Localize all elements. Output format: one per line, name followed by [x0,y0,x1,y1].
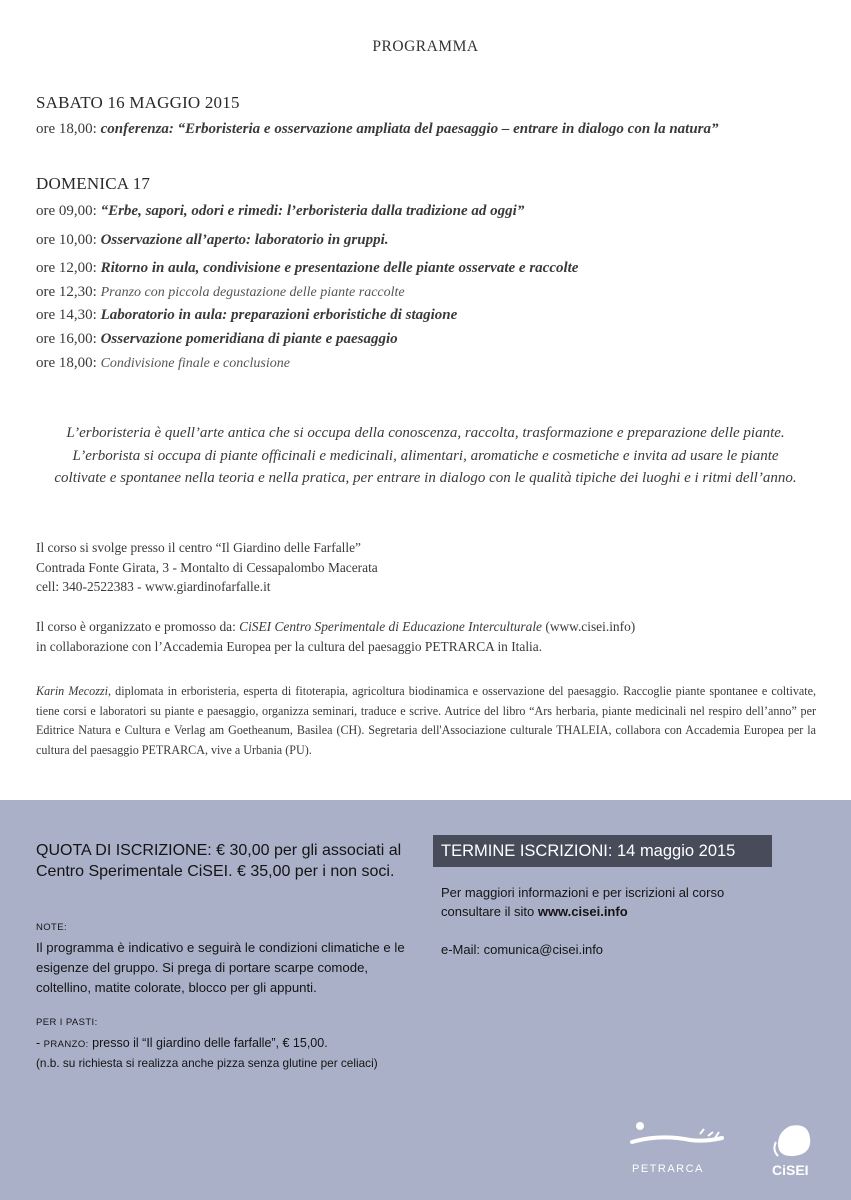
petrarca-logo-marks [700,1129,719,1138]
more-info [441,883,724,921]
schedule-item [36,121,719,138]
schedule-text: Laboratorio in aula: preparazioni erboristiche di stagione [100,307,458,323]
schedule-text: Pranzo con piccola degustazione delle piante raccolte [100,285,405,300]
schedule-time: ore 12,30: [36,284,97,300]
bio-text: , diplomata in erboristeria, esperta di fitoterapia, agricoltura biodinamica e osservazione del paesaggio. Raccoglie piante spontanee e coltivate, tiene corsi e laboratori su piante e paesaggio, organizza seminari, traduce e scrive. Autrice del libro “Ars herbaria, piante medicinali nel respiro dell’anno” per Editrice Natura e Cultura e Verlag am Goetheanum, Basilea (CH). Segretaria dell'Associazione culturale THALEIA, collabora con Accademia Europea per la cultura del paesaggio PETRARCA, vive a Urbania (PU). [36,684,816,757]
meals-text: presso il “Il giardino delle farfalle”, € 15,00. [88,1036,328,1050]
schedule-item [36,284,405,301]
more-info-prefix: consultare il sito [441,904,538,919]
description-line: L’erborista si occupa di piante officinali e medicinali, alimentari, aromatiche e cosmetiche e invita ad usare le piante [72,447,779,464]
note-text: Il programma è indicativo e seguirà le condizioni climatiche e le esigenze del gruppo. Si prega di portare scarpe comode, coltellino, matite colorate, blocco per gli appunti. [36,940,405,995]
cisei-logo-shape [778,1125,810,1156]
author-name: Karin Mecozzi [36,684,108,698]
day1-heading: SABATO 16 MAGGIO 2015 [36,93,240,112]
petrarca-logo [630,1120,730,1180]
schedule-item [36,203,524,220]
organizer-info [36,617,635,656]
organizer-site: (www.cisei.info) [542,619,636,634]
petrarca-logo-text: PETRARCA [632,1163,704,1175]
schedule-time: ore 10,00: [36,232,97,248]
schedule-text: Ritorno in aula, condivisione e presentazione delle piante osservate e raccolte [100,260,579,276]
note-heading: NOTE: [36,922,68,933]
schedule-item [36,331,398,348]
meals-note: (n.b. su richiesta si realizza anche pizza senza glutine per celiaci) [36,1056,378,1070]
schedule-time: ore 18,00: [36,121,97,137]
organizer-line [36,617,635,637]
schedule-time: ore 18,00: [36,355,97,371]
meals-heading: PER I PASTI: [36,1017,98,1028]
deadline-banner: TERMINE ISCRIZIONI: 14 maggio 2015 [433,835,772,867]
author-bio [36,682,816,760]
petrarca-logo-dot [636,1122,644,1130]
venue-info [36,538,378,597]
venue-line: cell: 340-2522383 - www.giardinofarfalle.it [36,579,271,594]
schedule-item [36,260,578,277]
schedule-text: Condivisione finale e conclusione [100,356,290,371]
cisei-logo-arc [774,1142,778,1156]
venue-line: Il corso si svolge presso il centro “Il Giardino delle Farfalle” [36,540,361,555]
day2-heading: DOMENICA 17 [36,174,151,193]
schedule-text: Osservazione pomeridiana di piante e paesaggio [100,331,398,347]
organizer-line: in collaborazione con l’Accademia Europea per la cultura del paesaggio PETRARCA in Italia. [36,638,543,654]
cisei-logo [768,1118,818,1180]
schedule-item [36,307,457,324]
venue-line: Contrada Fonte Girata, 3 - Montalto di Cessapalombo Macerata [36,559,378,575]
more-info-line [441,902,724,921]
schedule-time: ore 09,00: [36,203,97,219]
schedule-item [36,355,290,372]
schedule-time: ore 12,00: [36,260,97,276]
schedule-time: ore 14,30: [36,307,97,323]
schedule-text: “Erbe, sapori, odori e rimedi: l’erboristeria dalla tradizione ad oggi” [100,203,525,219]
website-link[interactable]: www.cisei.info [537,904,628,919]
schedule-text: conferenza: “Erboristeria e osservazione ampliata del paesaggio – entrare in dialogo con la natura” [100,121,719,137]
petrarca-logo-stroke [632,1137,722,1142]
meals-info [36,1034,378,1072]
page-title: PROGRAMMA [372,38,479,55]
meals-label: PRANZO: [43,1039,89,1050]
description [20,422,831,490]
organizer-prefix: Il corso è organizzato e promosso da: [36,619,240,634]
email-info[interactable]: e-Mail: comunica@cisei.info [441,942,604,957]
fee-info: QUOTA DI ISCRIZIONE: € 30,00 per gli associati al Centro Sperimentale CiSEI. € 35,00 per i non soci. [36,842,402,880]
description-line: L’erboristeria è quell’arte antica che si occupa della conoscenza, raccolta, trasformazione e preparazione delle piante. [66,425,785,441]
more-info-line: Per maggiori informazioni e per iscrizioni al corso [441,885,725,900]
meals-line [36,1034,378,1054]
registration-band [0,800,851,1200]
meals-dash: - [36,1036,44,1050]
cisei-logo-text: CiSEI [772,1162,809,1178]
schedule-time: ore 16,00: [36,331,97,347]
organizer-name: CiSEI Centro Sperimentale di Educazione Interculturale [239,619,543,634]
description-line: coltivate e spontanee nella teoria e nella pratica, per entrare in dialogo con le qualità tipiche dei luoghi e i ritmi dell’anno. [54,470,797,486]
schedule-text: Osservazione all’aperto: laboratorio in gruppi. [100,232,389,248]
schedule-item [36,232,389,249]
